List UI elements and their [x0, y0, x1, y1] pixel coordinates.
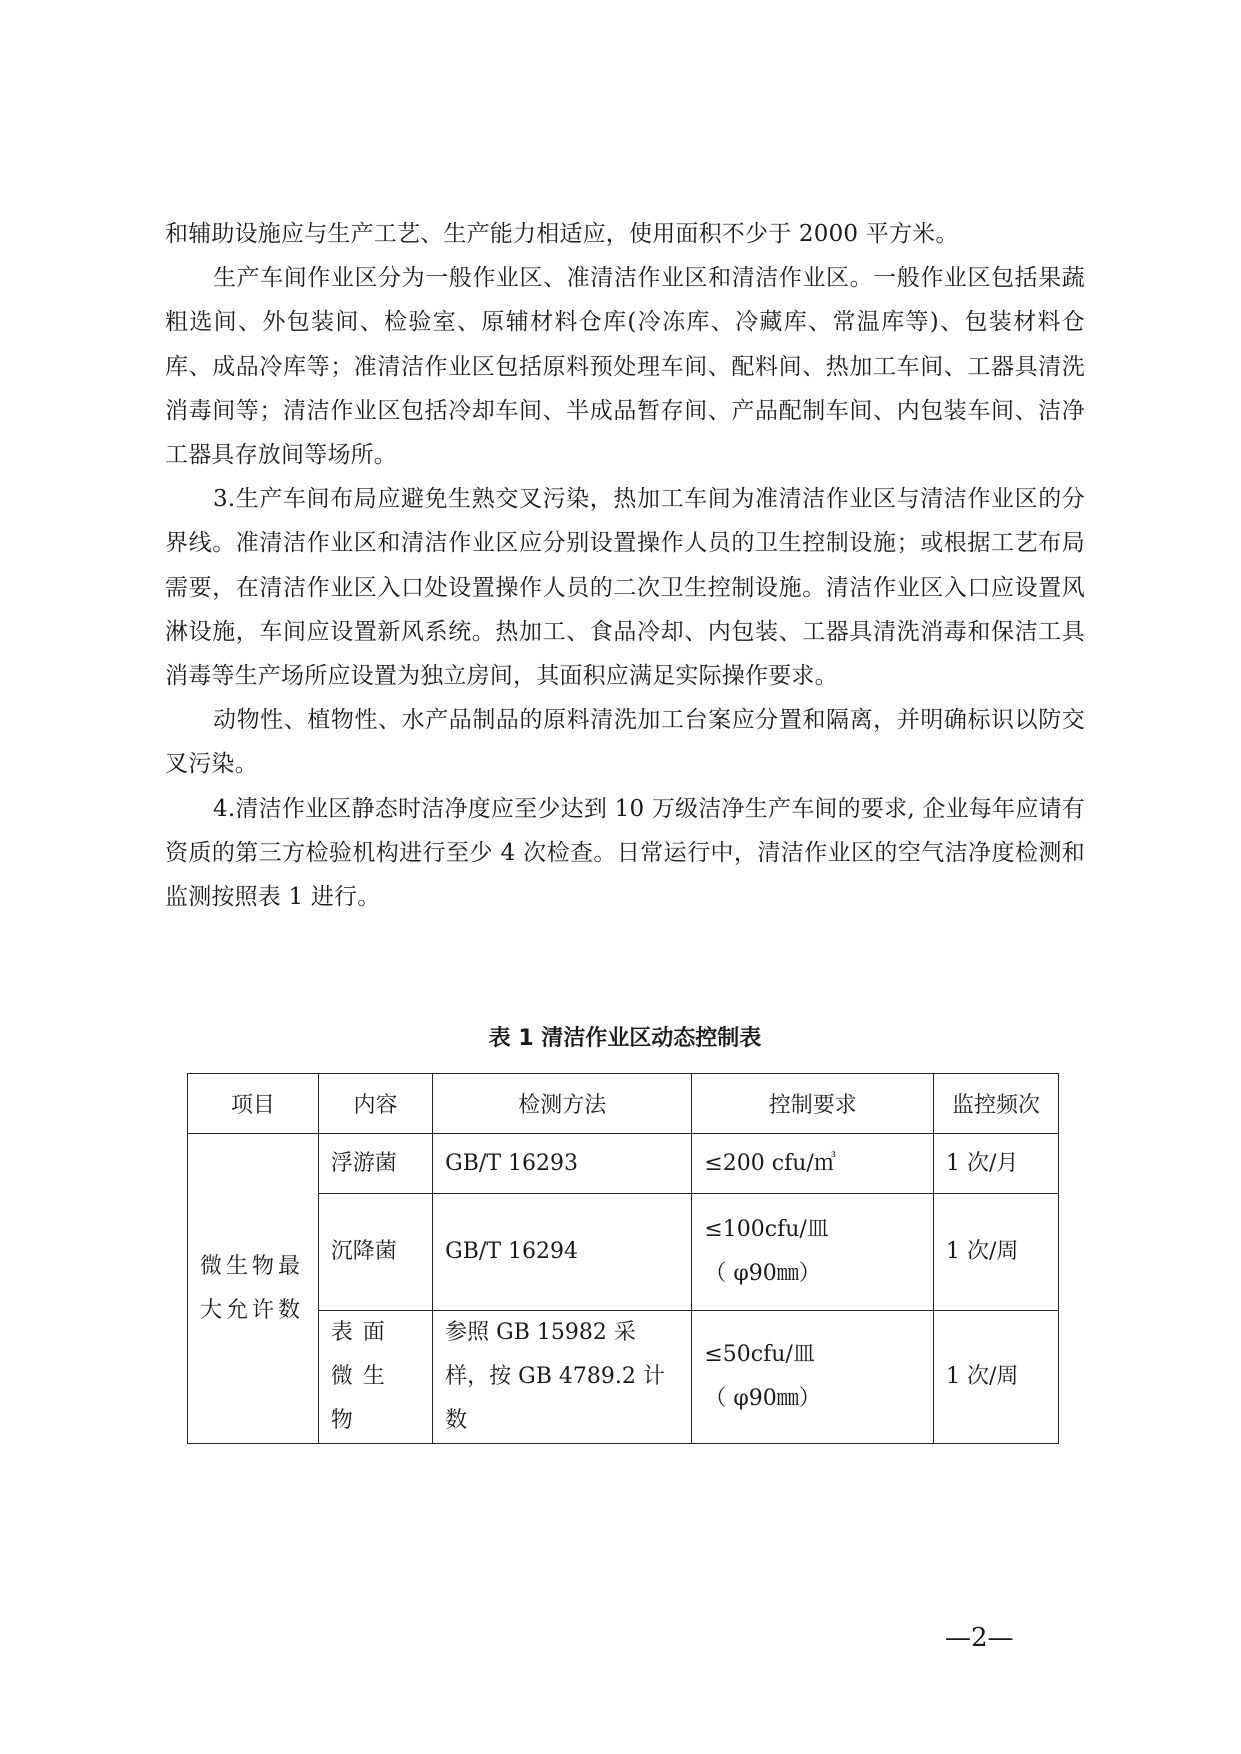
requirement-line: （ φ90㎜） [704, 1386, 821, 1411]
method-cell: 参照 GB 15982 采样，按 GB 4789.2 计数 [433, 1311, 692, 1444]
frequency-cell: 1 次/月 [934, 1134, 1059, 1194]
requirement-cell [692, 1134, 934, 1194]
table-row [188, 1311, 1059, 1444]
requirement-line: ≤200 cfu/㎥ [704, 1150, 836, 1176]
table-header-row [188, 1074, 1059, 1134]
header-item: 项目 [188, 1074, 319, 1134]
content-cell: 浮游菌 [318, 1134, 432, 1194]
header-requirement: 控制要求 [692, 1074, 934, 1134]
paragraph-cleanliness-rule-4: 4.清洁作业区静态时洁净度应至少达到 10 万级洁净生产车间的要求, 企业每年应请有资质的第三方检验机构进行至少 4 次检查。日常运行中，清洁作业区的空气洁净度检测和监测按照表 1 进行。 [165, 795, 1085, 911]
page-number: —2— [945, 1623, 1014, 1653]
body-text [165, 212, 1085, 919]
requirement-line: ≤100cfu/皿 [704, 1217, 829, 1242]
requirement-line: （ φ90㎜） [704, 1261, 821, 1286]
content-cell: 沉降菌 [318, 1194, 432, 1311]
paragraph-continuation: 和辅助设施应与生产工艺、生产能力相适应，使用面积不少于 2000 平方米。 [165, 221, 959, 247]
method-cell: GB/T 16294 [433, 1194, 692, 1311]
table-caption: 表 1 清洁作业区动态控制表 [488, 1026, 762, 1051]
method-cell: GB/T 16293 [433, 1134, 692, 1194]
requirement-cell [692, 1311, 934, 1444]
item-cell-microbes: 微生物最大允许数 [188, 1134, 319, 1444]
header-frequency: 监控频次 [934, 1074, 1059, 1134]
frequency-cell: 1 次/周 [934, 1194, 1059, 1311]
paragraph-layout-rule-3: 3.生产车间布局应避免生熟交叉污染，热加工车间为准清洁作业区与清洁作业区的分界线。准清洁作业区和清洁作业区应分别设置操作人员的卫生控制设施；或根据工艺布局需要，在清洁作业区入口处设置操作人员的二次卫生控制设施。清洁作业区入口应设置风淋设施，车间应设置新风系统。热加工、食品冷却、内包装、工器具清洗消毒和保洁工具消毒等生产场所应设置为独立房间，其面积应满足实际操作要求。 [165, 486, 1085, 690]
header-method: 检测方法 [433, 1074, 692, 1134]
content-cell: 表面微生物 [318, 1311, 432, 1444]
requirement-line: ≤50cfu/皿 [704, 1342, 815, 1367]
header-content: 内容 [318, 1074, 432, 1134]
table-row [188, 1134, 1059, 1194]
paragraph-cross-contamination: 动物性、植物性、水产品制品的原料清洗加工台案应分置和隔离，并明确标识以防交叉污染。 [165, 707, 1085, 778]
dynamic-control-table [187, 1073, 1059, 1444]
requirement-cell [692, 1194, 934, 1311]
frequency-cell: 1 次/周 [934, 1311, 1059, 1444]
table-row [188, 1194, 1059, 1311]
paragraph-workshop-zones: 生产车间作业区分为一般作业区、准清洁作业区和清洁作业区。一般作业区包括果蔬粗选间、外包装间、检验室、原辅材料仓库(冷冻库、冷藏库、常温库等)、包装材料仓库、成品冷库等；准清洁作业区包括原料预处理车间、配料间、热加工车间、工器具清洗消毒间等；清洁作业区包括冷却车间、半成品暂存间、产品配制车间、内包装车间、洁净工器具存放间等场所。 [165, 265, 1085, 469]
